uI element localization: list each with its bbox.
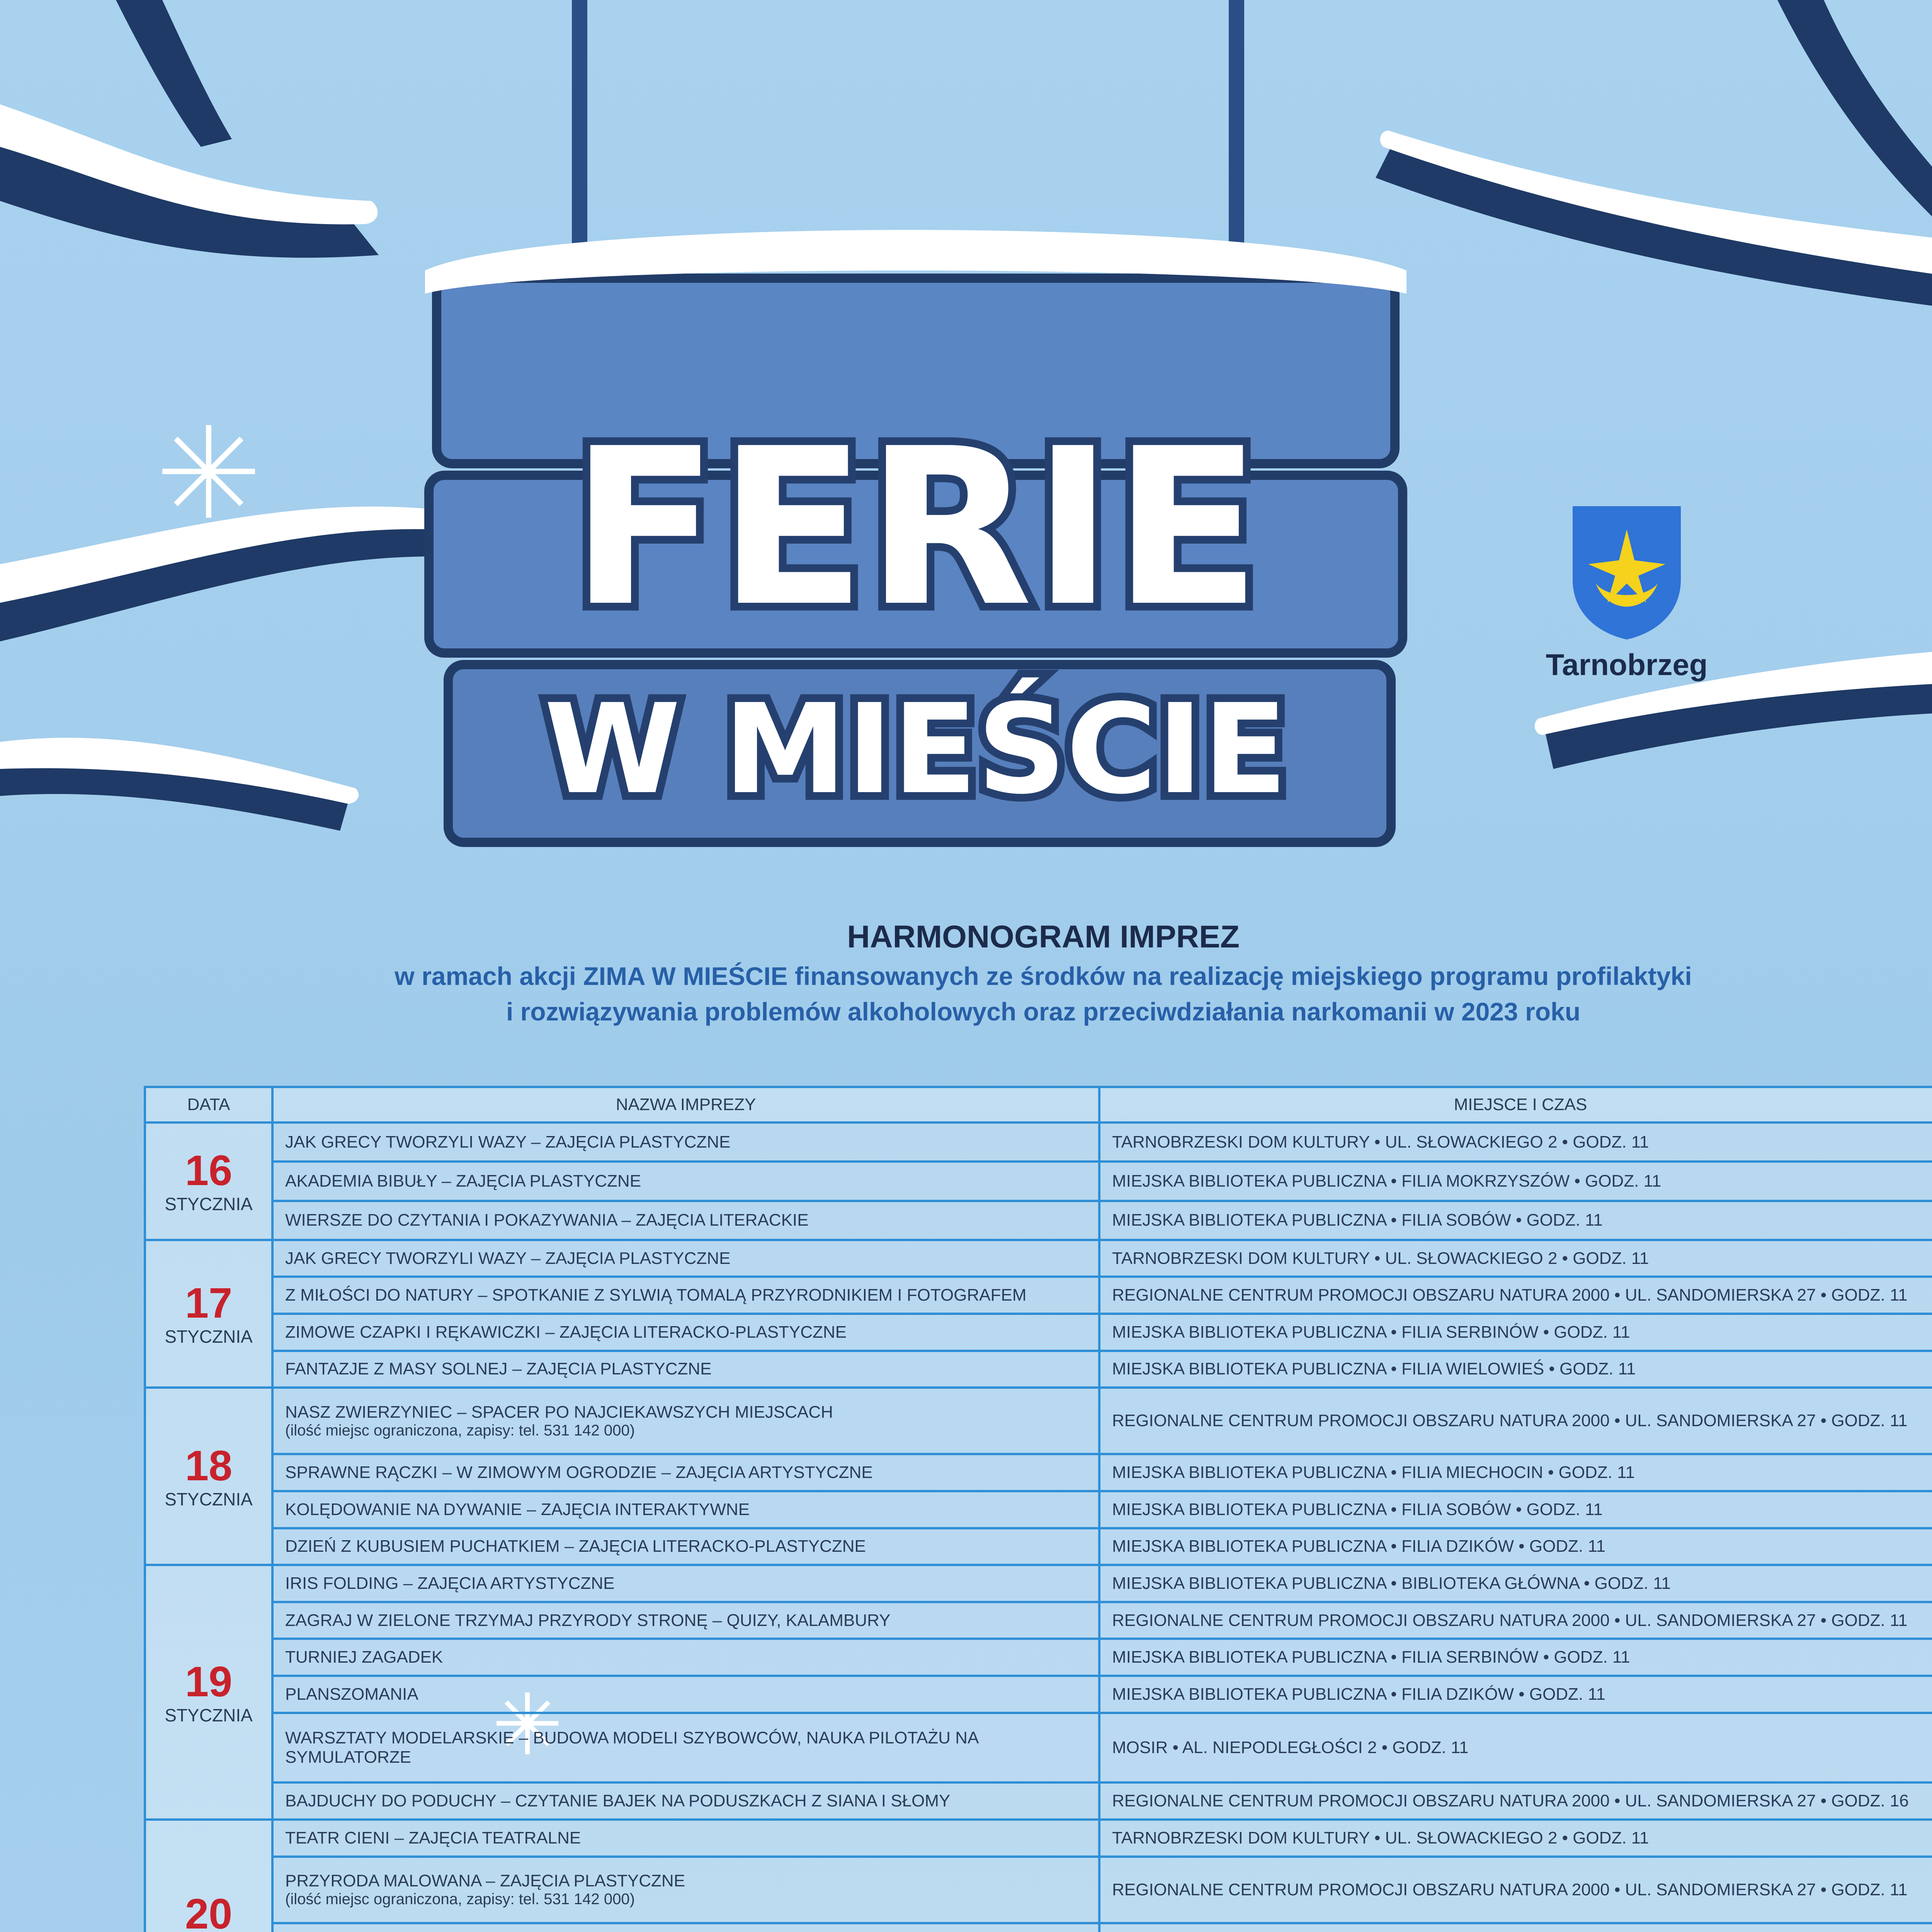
event-name: SPRAWNE RĄCZKI – W ZIMOWYM OGRODZIE – ZAJĘCIA ARTYSTYCZNE [285, 1463, 873, 1482]
event-name: IRIS FOLDING – ZAJĘCIA ARTYSTYCZNE [285, 1573, 615, 1593]
header-date: DATA [145, 1087, 272, 1122]
table-row [145, 1676, 1932, 1713]
event-name: NASZ ZWIERZYNIEC – SPACER PO NAJCIEKAWSZYCH MIEJSCACH [285, 1402, 833, 1422]
place-cell: REGIONALNE CENTRUM PROMOCJI OBSZARU NATURA 2000 • UL. SANDOMIERSKA 27 • GODZ. 11 [1099, 1277, 1932, 1314]
place-cell: REGIONALNE CENTRUM PROMOCJI OBSZARU NATURA 2000 • UL. SANDOMIERSKA 27 • GODZ. 11 [1099, 1857, 1932, 1923]
city-name: Tarnobrzeg [1546, 648, 1708, 682]
sign-chains [580, 0, 1236, 270]
day-number: 16 [185, 1146, 233, 1194]
header-place: MIEJSCE I CZAS [1099, 1087, 1932, 1122]
event-name: JAK GRECY TWORZYLI WAZY – ZAJĘCIA PLASTYCZNE [285, 1248, 731, 1268]
event-name: KOLĘDOWANIE NA DYWANIE – ZAJĘCIA INTERAKTYWNE [285, 1500, 750, 1519]
table-row [145, 1602, 1932, 1639]
event-cell [272, 1676, 1099, 1713]
event-cell [272, 1314, 1099, 1351]
sign-title-ferie: FERIE [570, 402, 1261, 654]
schedule-table [144, 1086, 1932, 1932]
place-cell: MIEJSKA BIBLIOTEKA PUBLICZNA • BIBLIOTEKA GŁÓWNA • GODZ. 11 [1099, 1565, 1932, 1602]
event-name: WIERSZE DO CZYTANIA I POKAZYWANIA – ZAJĘCIA LITERACKIE [285, 1211, 809, 1230]
event-cell [272, 1565, 1099, 1602]
event-cell [272, 1713, 1099, 1783]
event-name: ZAGRAJ W ZIELONE TRZYMAJ PRZYRODY STRONĘ – QUIZY, KALAMBURY [285, 1611, 891, 1630]
page-subtitle-line-1: w ramach akcji ZIMA W MIEŚCIE finansowanych ze środków na realizację miejskiego programu profilaktyki [395, 962, 1692, 990]
event-cell [272, 1454, 1099, 1491]
date-cell [145, 1240, 272, 1388]
table-row [145, 1857, 1932, 1923]
table-row [145, 1528, 1932, 1565]
event-cell [272, 1857, 1099, 1923]
table-row [145, 1565, 1932, 1602]
place-cell: REGIONALNE CENTRUM PROMOCJI OBSZARU NATURA 2000 • UL. SANDOMIERSKA 27 • GODZ. 11 [1099, 1602, 1932, 1639]
wooden-sign [425, 230, 1406, 842]
date-cell [145, 1565, 272, 1820]
event-name: ZIMOWE CZAPKI I RĘKAWICZKI – ZAJĘCIA LITERACKO-PLASTYCZNE [285, 1322, 847, 1342]
month-label: STYCZNIA [165, 1705, 253, 1725]
table-row [145, 1782, 1932, 1820]
event-cell [272, 1602, 1099, 1639]
place-cell: MIEJSKA BIBLIOTEKA PUBLICZNA • FILIA WIELOWIEŚ • GODZ. 11 [1099, 1351, 1932, 1388]
event-name: TURNIEJ ZAGADEK [285, 1648, 443, 1667]
event-cell [272, 1782, 1099, 1820]
header-event: NAZWA IMPREZY [272, 1087, 1099, 1122]
schedule-body [145, 1122, 1932, 1932]
place-cell: MIEJSKA BIBLIOTEKA PUBLICZNA • FILIA SERBINÓW • GODZ. 11 [1099, 1639, 1932, 1676]
table-row [145, 1162, 1932, 1201]
month-label: STYCZNIA [165, 1326, 253, 1347]
place-cell: MIEJSKA BIBLIOTEKA PUBLICZNA • FILIA DZIKÓW • GODZ. 11 [1099, 1528, 1932, 1565]
table-row [145, 1491, 1932, 1528]
event-cell [272, 1122, 1099, 1162]
event-cell [272, 1388, 1099, 1454]
place-cell: MIEJSKA BIBLIOTEKA PUBLICZNA • FILIA MOKRZYSZÓW • GODZ. 11 [1099, 1162, 1932, 1201]
event-note: (ilość miejsc ograniczona, zapisy: tel. 531 142 000) [285, 1891, 635, 1908]
page-heading [155, 916, 1932, 1029]
event-name: FANTAZJE Z MASY SOLNEJ – ZAJĘCIA PLASTYCZNE [285, 1359, 712, 1379]
table-row [145, 1201, 1932, 1240]
month-label: STYCZNIA [165, 1489, 253, 1509]
month-label: STYCZNIA [165, 1194, 253, 1214]
event-name: JAK GRECY TWORZYLI WAZY – ZAJĘCIA PLASTYCZNE [285, 1132, 731, 1151]
table-row [145, 1639, 1932, 1676]
event-name: BAJDUCHY DO PODUCHY – CZYTANIE BAJEK NA PODUSZKACH Z SIANA I SŁOMY [285, 1791, 951, 1811]
place-cell: MIEJSKA BIBLIOTEKA PUBLICZNA • FILIA MIECHOCIN • GODZ. 11 [1099, 1454, 1932, 1491]
table-row [145, 1454, 1932, 1491]
place-cell: MIEJSKA BIBLIOTEKA PUBLICZNA • FILIA SERBINÓW • GODZ. 11 [1099, 1314, 1932, 1351]
sign-title-w-miescie: W MIEŚCIE [544, 678, 1287, 821]
event-name: PRZYRODA MALOWANA – ZAJĘCIA PLASTYCZNE [285, 1871, 685, 1891]
event-name: PLANSZOMANIA [285, 1684, 418, 1704]
table-row [145, 1314, 1932, 1351]
place-cell: TARNOBRZESKI DOM KULTURY • UL. SŁOWACKIEGO 2 • GODZ. 11 [1099, 1122, 1932, 1162]
event-cell [272, 1351, 1099, 1388]
event-note: (ilość miejsc ograniczona, zapisy: tel. 531 142 000) [285, 1422, 635, 1439]
date-cell [145, 1122, 272, 1240]
table-row [145, 1240, 1932, 1277]
place-cell: TARNOBRZESKI DOM KULTURY • UL. SŁOWACKIEGO 2 • GODZ. 11 [1099, 1240, 1932, 1277]
page-subtitle-line-2: i rozwiązywania problemów alkoholowych oraz przeciwdziałania narkomanii w 2023 roku [506, 997, 1581, 1026]
table-row [145, 1122, 1932, 1162]
day-number: 18 [185, 1442, 233, 1490]
page-title: HARMONOGRAM IMPREZ [847, 919, 1240, 954]
table-row [145, 1388, 1932, 1454]
table-row [145, 1820, 1932, 1857]
place-cell: MIEJSKA BIBLIOTEKA PUBLICZNA • FILIA DZIKÓW • GODZ. 11 [1099, 1676, 1932, 1713]
table-row [145, 1713, 1932, 1783]
event-cell [272, 1162, 1099, 1201]
place-cell: MOSIR • AL. NIEPODLEGŁOŚCI 2 • GODZ. 11 [1099, 1713, 1932, 1783]
day-number: 17 [185, 1279, 233, 1327]
snowflake-icon [162, 425, 255, 518]
event-cell [272, 1528, 1099, 1565]
snowy-branches-left [0, 0, 433, 831]
event-name: TEATR CIENI – ZAJĘCIA TEATRALNE [285, 1828, 581, 1847]
event-cell [272, 1639, 1099, 1676]
date-cell [145, 1820, 272, 1932]
place-cell: MIEJSKA BIBLIOTEKA PUBLICZNA • FILIA SOBÓW • GODZ. 11 [1099, 1491, 1932, 1528]
place-cell: MIEJSKA BIBLIOTEKA PUBLICZNA • FILIA SOBÓW • GODZ. 11 [1099, 1201, 1932, 1240]
event-name: AKADEMIA BIBUŁY – ZAJĘCIA PLASTYCZNE [285, 1171, 641, 1190]
day-number: 20 [185, 1890, 233, 1932]
table-row [145, 1351, 1932, 1388]
event-cell [272, 1240, 1099, 1277]
place-cell: TARNOBRZESKI DOM KULTURY • UL. SŁOWACKIEGO 2 • GODZ. 11 [1099, 1820, 1932, 1857]
event-cell [272, 1923, 1099, 1932]
event-cell [272, 1820, 1099, 1857]
event-cell [272, 1201, 1099, 1240]
event-name: WARSZTATY MODELARSKIE – BUDOWA MODELI SZYBOWCÓW, NAUKA PILOTAŻU NA SYMULATORZE [285, 1728, 978, 1767]
city-crest [1546, 502, 1708, 682]
table-header-row [145, 1087, 1932, 1122]
table-row [145, 1923, 1932, 1932]
place-cell: REGIONALNE CENTRUM PROMOCJI OBSZARU NATURA 2000 • UL. SANDOMIERSKA 27 • GODZ. 16 [1099, 1782, 1932, 1820]
event-cell [272, 1491, 1099, 1528]
event-name: Z MIŁOŚCI DO NATURY – SPOTKANIE Z SYLWIĄ TOMALĄ PRZYRODNIKIEM I FOTOGRAFEM [285, 1286, 1027, 1305]
tarnobrzeg-coat-of-arms-icon [1569, 502, 1685, 641]
date-cell [145, 1388, 272, 1565]
place-cell: REGIONALNE CENTRUM PROMOCJI OBSZARU NATURA 2000 • UL. SANDOMIERSKA 27 • GODZ. 11 [1099, 1388, 1932, 1454]
table-row [145, 1277, 1932, 1314]
place-cell [1099, 1923, 1932, 1932]
day-number: 19 [185, 1658, 233, 1706]
event-cell [272, 1277, 1099, 1314]
event-name: DZIEŃ Z KUBUSIEM PUCHATKIEM – ZAJĘCIA LITERACKO-PLASTYCZNE [285, 1537, 866, 1556]
